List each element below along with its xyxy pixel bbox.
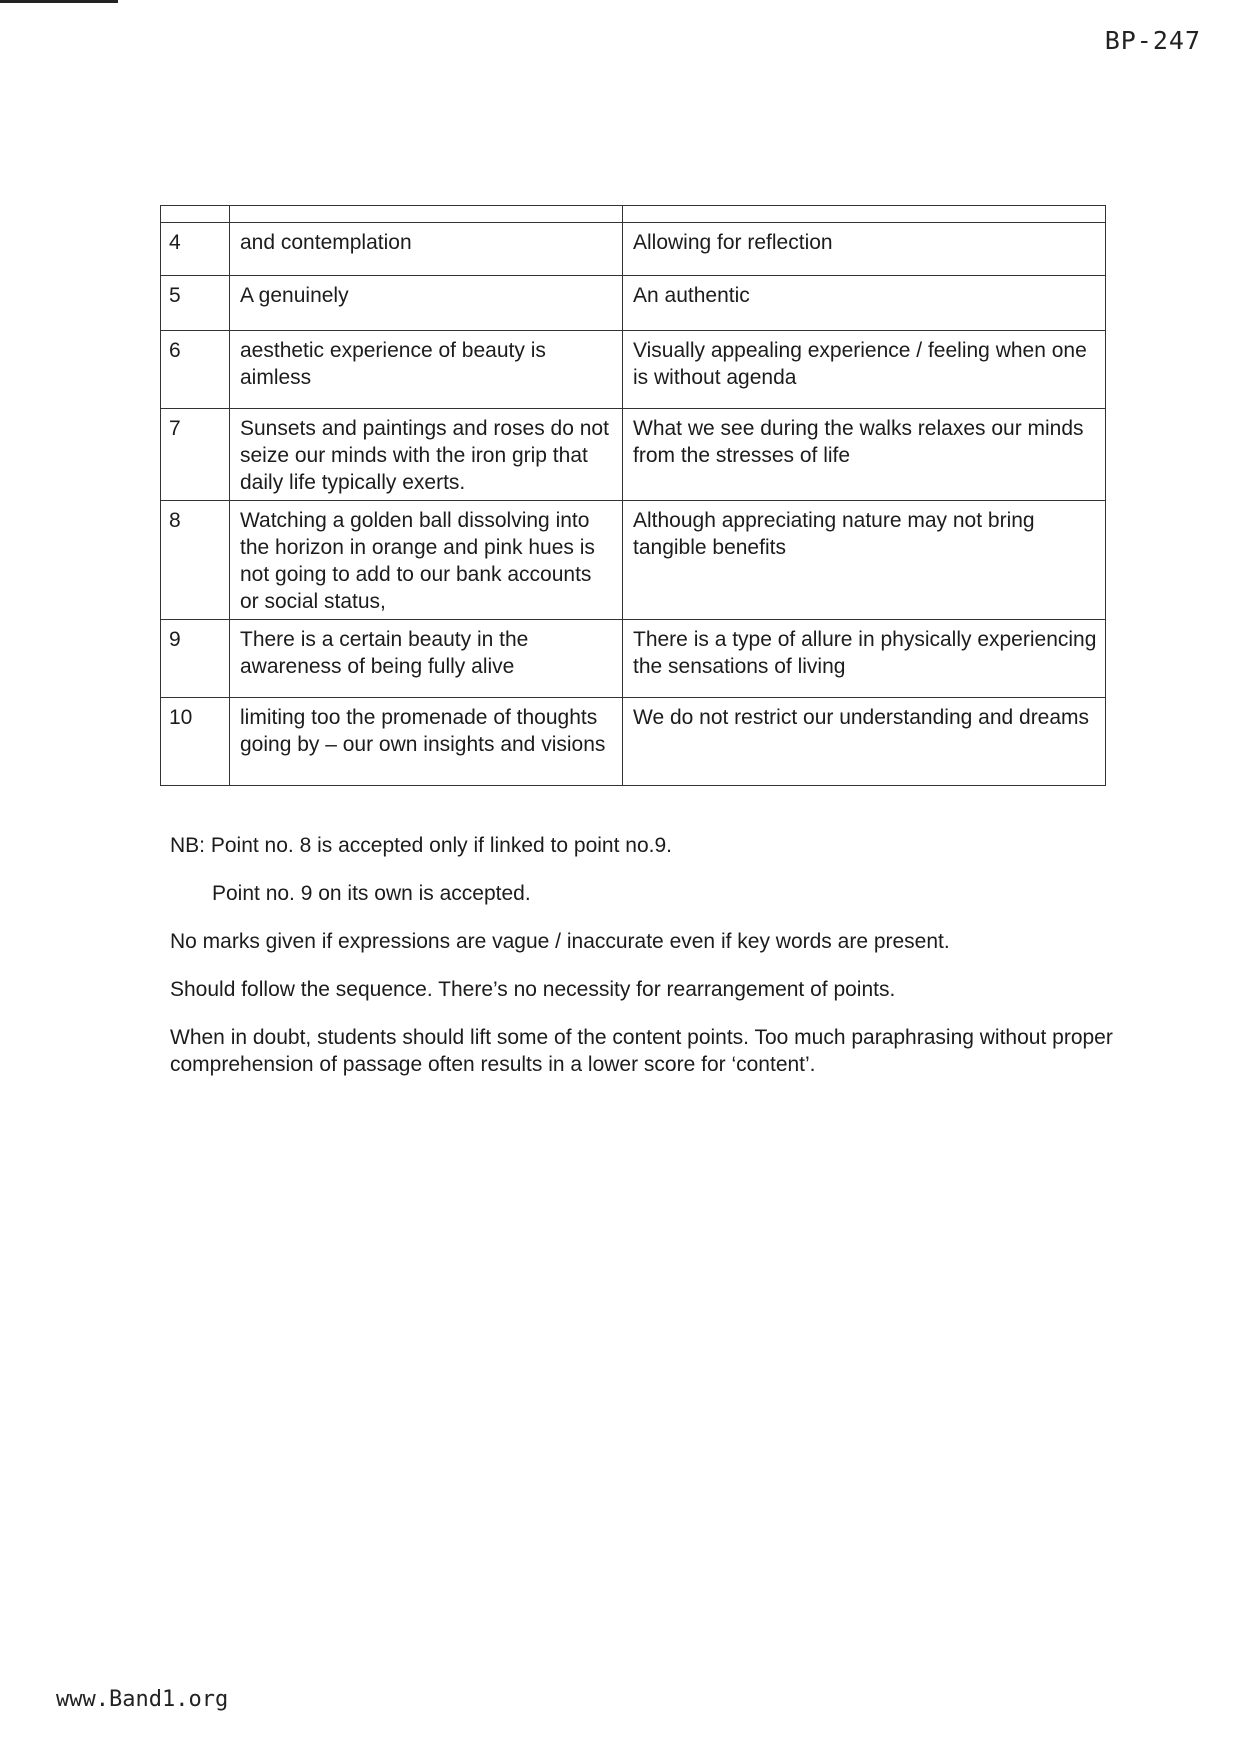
answer-table bbox=[160, 205, 1106, 786]
paraphrase-text: What we see during the walks relaxes our minds from the stresses of life bbox=[623, 409, 1106, 501]
note-paragraph: Should follow the sequence. There’s no necessity for rearrangement of points. bbox=[170, 978, 896, 1001]
paraphrase-text: An authentic bbox=[623, 276, 1106, 331]
point-number: 6 bbox=[161, 331, 230, 409]
table-cell-empty bbox=[230, 206, 623, 223]
point-number: 9 bbox=[161, 620, 230, 698]
note-paragraph: NB: Point no. 8 is accepted only if linked to point no.9. bbox=[170, 834, 672, 857]
original-text: limiting too the promenade of thoughts going by – our own insights and visions bbox=[230, 698, 623, 786]
paraphrase-text: We do not restrict our understanding and dreams bbox=[623, 698, 1106, 786]
table-row bbox=[161, 620, 1106, 698]
table-cell-empty bbox=[623, 206, 1106, 223]
original-text: Watching a golden ball dissolving into the horizon in orange and pink hues is not going to add to our bank accounts or social status, bbox=[230, 501, 623, 620]
top-rule bbox=[0, 0, 118, 3]
point-number: 8 bbox=[161, 501, 230, 620]
table-row bbox=[161, 276, 1106, 331]
footer-url: www.Band1.org bbox=[56, 1687, 229, 1712]
table-header-row bbox=[161, 206, 1106, 223]
point-number: 7 bbox=[161, 409, 230, 501]
note-paragraph: No marks given if expressions are vague / inaccurate even if key words are present. bbox=[170, 930, 950, 953]
paraphrase-text: Allowing for reflection bbox=[623, 223, 1106, 276]
original-text: aesthetic experience of beauty is aimless bbox=[230, 331, 623, 409]
point-number: 4 bbox=[161, 223, 230, 276]
original-text: There is a certain beauty in the awareness of being fully alive bbox=[230, 620, 623, 698]
page-code: BP-247 bbox=[1104, 26, 1201, 55]
point-number: 5 bbox=[161, 276, 230, 331]
note-paragraph: When in doubt, students should lift some of the content points. Too much paraphrasing without proper comprehension of passage often results in a lower score for ‘content’. bbox=[170, 1026, 1113, 1076]
original-text: and contemplation bbox=[230, 223, 623, 276]
original-text: A genuinely bbox=[230, 276, 623, 331]
point-number: 10 bbox=[161, 698, 230, 786]
paraphrase-text: There is a type of allure in physically experiencing the sensations of living bbox=[623, 620, 1106, 698]
table-row bbox=[161, 223, 1106, 276]
table-row bbox=[161, 409, 1106, 501]
paraphrase-text: Visually appealing experience / feeling when one is without agenda bbox=[623, 331, 1106, 409]
marking-notes bbox=[170, 832, 1130, 1099]
original-text: Sunsets and paintings and roses do not seize our minds with the iron grip that daily life typically exerts. bbox=[230, 409, 623, 501]
note-paragraph: Point no. 9 on its own is accepted. bbox=[212, 882, 531, 905]
paraphrase-text: Although appreciating nature may not bring tangible benefits bbox=[623, 501, 1106, 620]
table-row bbox=[161, 331, 1106, 409]
table-row bbox=[161, 501, 1106, 620]
table-cell-empty bbox=[161, 206, 230, 223]
table-row bbox=[161, 698, 1106, 786]
